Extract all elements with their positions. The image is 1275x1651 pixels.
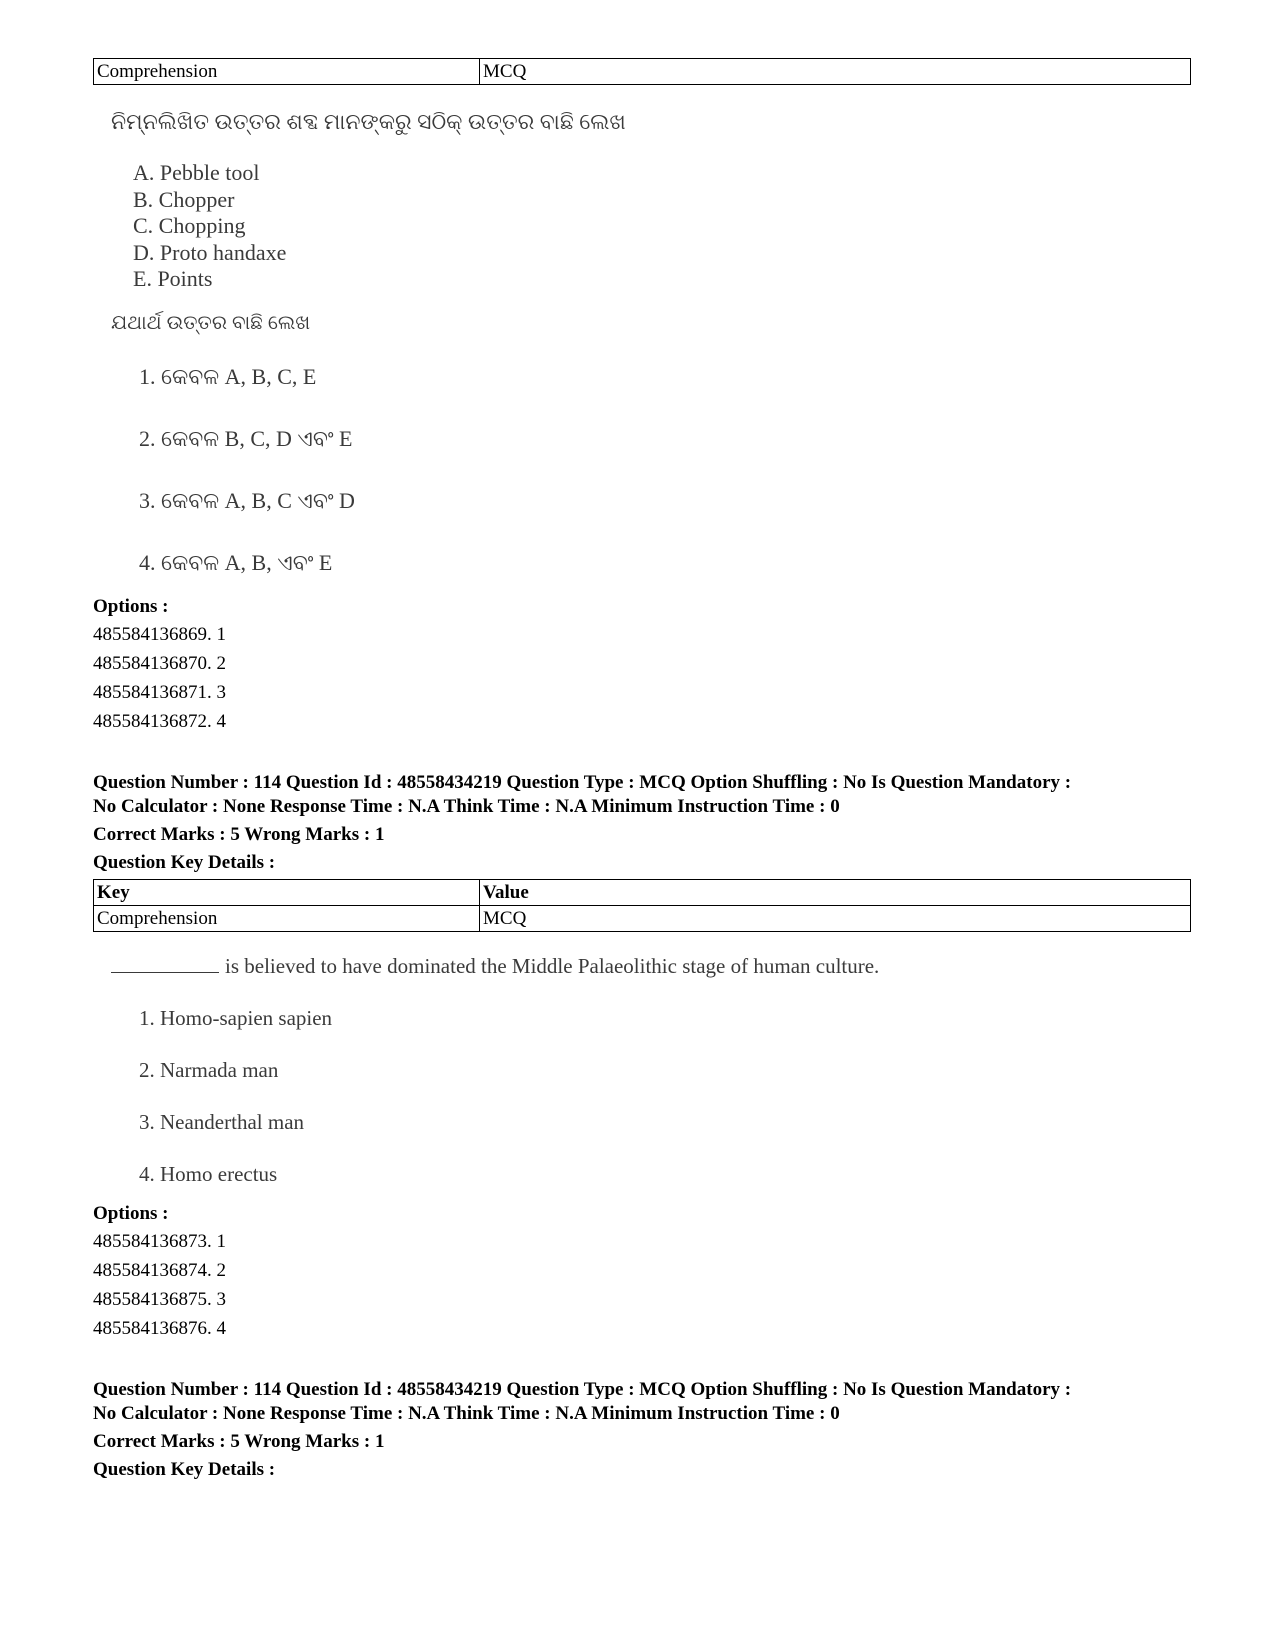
option-item: 485584136869. 1 [93,623,226,645]
option-item: 485584136871. 3 [93,681,226,703]
answer-choice: 2. Narmada man [139,1057,279,1082]
options-list [93,620,1191,736]
table-header-row [94,879,1191,905]
question-key-table [93,879,1191,932]
list-item: E. Points [133,266,213,291]
question-key-details-label: Question Key Details : [93,1458,276,1480]
options-list [93,1227,1191,1343]
question-114-body [93,952,1191,1194]
answer-choice: 4. Homo erectus [139,1161,278,1186]
document-page [93,58,1191,1482]
question-114-header [93,771,1191,875]
question-stem-text: is believed to have dominated the Middle Palaeolithic stage of human culture. [225,953,880,978]
question-key-table-top [93,58,1191,85]
option-item: 485584136873. 1 [93,1230,226,1252]
table-header-value: Value [480,879,1191,905]
table-cell-key: Comprehension [94,59,480,85]
table-header-key: Key [94,879,480,905]
option-item: 485584136876. 4 [93,1317,226,1339]
question-113-body [93,107,1191,583]
answer-choice: 3. କେବଳ A, B, C ଏବଂ D [139,487,355,513]
question-instruction: ନିମ୍ନଲିଖିତ ଉତ୍ତର ଶବ୍ଦ ମାନଙ୍କରୁ ସଠିକ୍ ଉତ୍ତର ବାଛି ଲେଖ [111,109,626,134]
table-row [94,905,1191,931]
answer-choice: 3. Neanderthal man [139,1109,305,1134]
table-row [94,59,1191,85]
table-cell-value: MCQ [480,905,1191,931]
list-item: C. Chopping [133,213,246,238]
option-item: 485584136870. 2 [93,652,226,674]
question-stem [93,952,1191,980]
choose-instruction: ଯଥାର୍ଥ ଉତ୍ତର ବାଛି ଲେଖ [111,311,311,334]
option-item: 485584136875. 3 [93,1288,226,1310]
answer-choice: 2. କେବଳ B, C, D ଏବଂ E [139,425,353,451]
option-item: 485584136874. 2 [93,1259,226,1281]
question-marks: Correct Marks : 5 Wrong Marks : 1 [93,823,385,845]
answer-list [93,1004,1191,1194]
question-meta-line: Question Number : 114 Question Id : 48558434219 Question Type : MCQ Option Shuffling : No Is Question Mandatory : [93,771,1072,793]
table-cell-key: Comprehension [94,905,480,931]
question-meta-line: No Calculator : None Response Time : N.A Think Time : N.A Minimum Instruction Time : 0 [93,1402,840,1424]
list-item: B. Chopper [133,186,235,212]
answer-choice: 1. କେବଳ A, B, C, E [139,363,317,389]
answer-choice: 4. କେବଳ A, B, ଏବଂ E [139,549,333,575]
question-meta-line: No Calculator : None Response Time : N.A Think Time : N.A Minimum Instruction Time : 0 [93,795,840,817]
question-key-details-label: Question Key Details : [93,851,276,873]
table-cell-value: MCQ [480,59,1191,85]
options-label: Options : [93,1202,169,1224]
list-item: D. Proto handaxe [133,239,287,265]
options-label: Options : [93,595,169,617]
question-meta-line: Question Number : 114 Question Id : 48558434219 Question Type : MCQ Option Shuffling : No Is Question Mandatory : [93,1378,1072,1400]
answer-blank [111,954,219,973]
item-list [93,160,1191,293]
question-115-header [93,1378,1191,1482]
question-marks: Correct Marks : 5 Wrong Marks : 1 [93,1430,385,1452]
list-item: A. Pebble tool [133,160,260,185]
answer-list [93,363,1191,583]
answer-choice: 1. Homo-sapien sapien [139,1005,333,1030]
option-item: 485584136872. 4 [93,710,226,732]
